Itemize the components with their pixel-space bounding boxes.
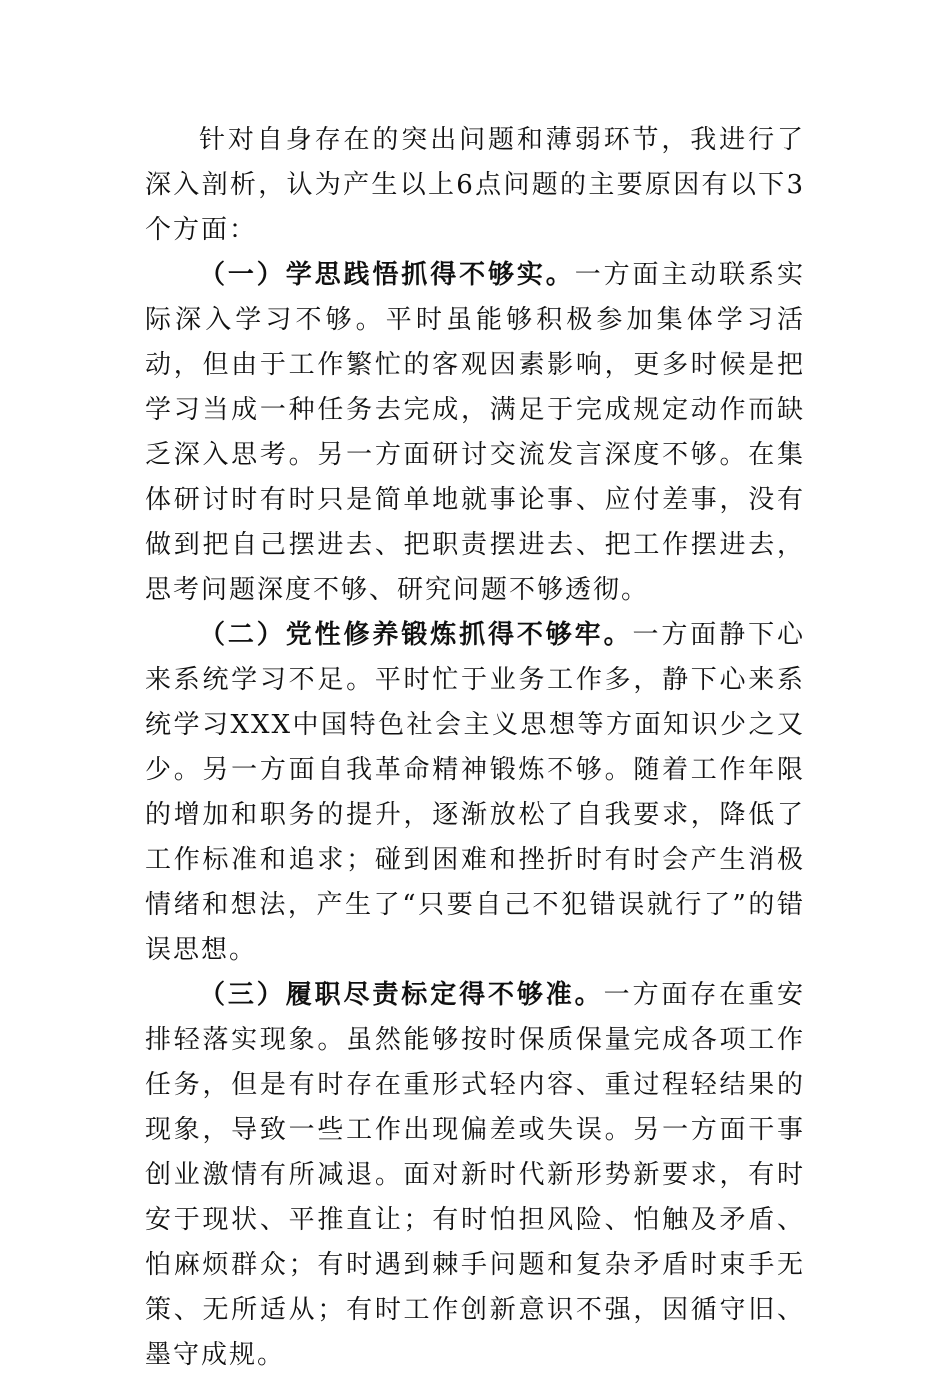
section-2-paragraph — [145, 613, 805, 973]
intro-paragraph: 针对自身存在的突出问题和薄弱环节，我进行了深入剖析，认为产生以上6点问题的主要原因有以下3个方面： — [145, 125, 805, 245]
section-2-body: 一方面静下心来系统学习不足。平时忙于业务工作多，静下心来系统学习XXX中国特色社会主义思想等方面知识少之又少。另一方面自我革命精神锻炼不够。随着工作年限的增加和职务的提升，逐渐放松了自我要求，降低了工作标准和追求；碰到困难和挫折时有时会产生消极情绪和想法，产生了“只要自己不犯错误就行了”的错误思想。 — [145, 620, 805, 965]
section-3-paragraph — [145, 973, 805, 1378]
section-3-body: 一方面存在重安排轻落实现象。虽然能够按时保质保量完成各项工作任务，但是有时存在重形式轻内容、重过程轻结果的现象，导致一些工作出现偏差或失误。另一方面干事创业激情有所减退。面对新时代新形势新要求，有时安于现状、平推直让；有时怕担风险、怕触及矛盾、怕麻烦群众；有时遇到棘手问题和复杂矛盾时束手无策、无所适从；有时工作创新意识不强，因循守旧、墨守成规。 — [145, 980, 805, 1370]
section-1-heading: （一）学思践悟抓得不够实。 — [199, 260, 575, 290]
section-3-heading: （三）履职尽责标定得不够准。 — [199, 980, 604, 1010]
section-1-body: 一方面主动联系实际深入学习不够。平时虽能够积极参加集体学习活动，但由于工作繁忙的客观因素影响，更多时候是把学习当成一种任务去完成，满足于完成规定动作而缺乏深入思考。另一方面研讨交流发言深度不够。在集体研讨时有时只是简单地就事论事、应付差事，没有做到把自己摆进去、把职责摆进去、把工作摆进去，思考问题深度不够、研究问题不够透彻。 — [145, 260, 805, 605]
section-1-paragraph — [145, 253, 805, 613]
document-page — [145, 118, 805, 1378]
section-2-heading: （二）党性修养锻炼抓得不够牢。 — [199, 620, 633, 650]
